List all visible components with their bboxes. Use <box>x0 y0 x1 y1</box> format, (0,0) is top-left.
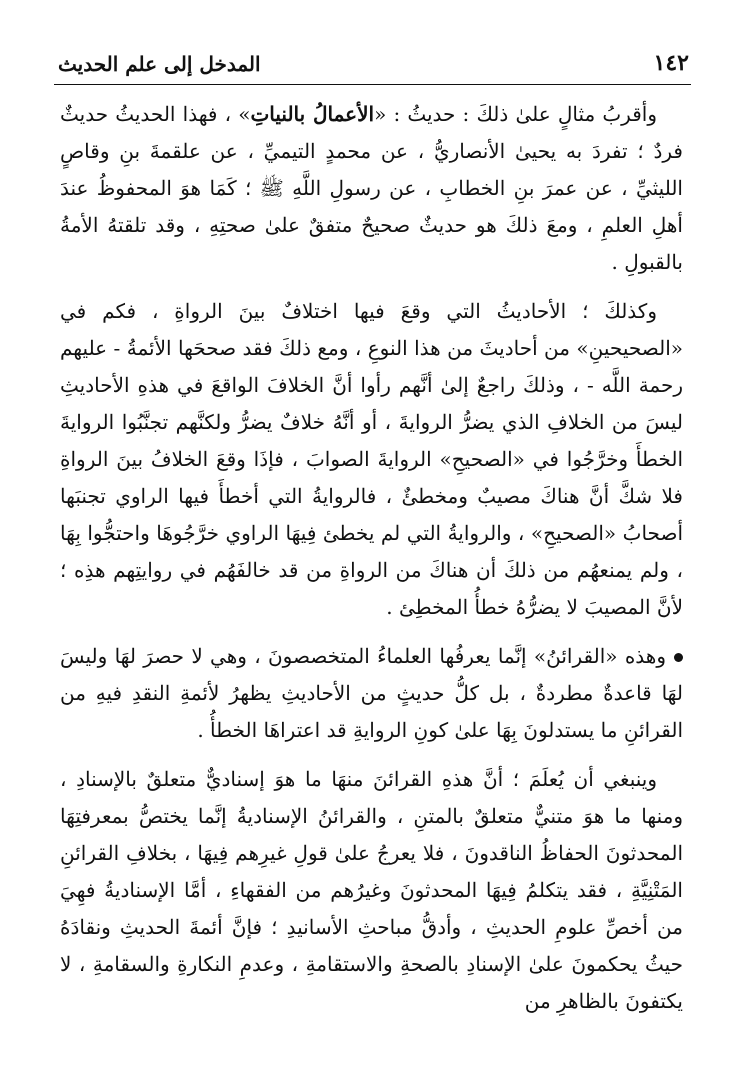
running-title: المدخل إلى علم الحديث <box>58 52 261 76</box>
page-number: ١٤٢ <box>653 50 689 76</box>
paragraph-1-rest: » ، فهذا الحديثُ حديثٌ فردٌ ؛ تفردَ به يحيىٰ الأنصاريُّ ، عن محمدٍ التيميِّ ، عن علقمةَ بنِ وقاصٍ الليثيِّ ، عن عمرَ بنِ الخطابِ ، عن رسولِ اللَّهِ ﷺ ؛ كَمَا هوَ المحفوظُ عندَ أهلِ العلمِ ، ومعَ ذلكَ هو حديثٌ صحيحٌ متفقٌ علىٰ صحتِهِ ، وقد تلقتهُ الأمةُ بالقبولِ . <box>60 102 683 274</box>
paragraph-1-lead: وأقربُ مثالٍ علىٰ ذلكَ : حديثُ : « <box>374 102 657 126</box>
paragraph-3 <box>60 638 683 749</box>
bullet-icon <box>674 653 683 662</box>
page-header <box>58 40 689 76</box>
page-body <box>60 96 683 1032</box>
paragraph-3-text: وهذه «القرائنُ» إنَّما يعرفُها العلماءُ المتخصصونَ ، وهي لا حصرَ لهَا وليسَ لهَا قاعدةٌ مطردةٌ ، بل كلُّ حديثٍ من الأحاديثِ يظهرُ لأئمةِ النقدِ فيهِ من القرائنِ ما يستدلونَ بِهَا علىٰ كونِ الروايةِ قد اعتراهَا الخطأُ . <box>60 644 683 742</box>
paragraph-1 <box>60 96 683 281</box>
hadith-title-emphasis: الأعمالُ بالنياتِ <box>250 102 375 126</box>
paragraph-2: وكذلكَ ؛ الأحاديثُ التي وقعَ فيها اختلافٌ بينَ الرواةِ ، فكم في «الصحيحينِ» من أحاديثَ من هذا النوعِ ، ومع ذلكَ فقد صححَها الأئمةُ - عليهم رحمة اللَّه - ، وذلكَ راجعٌ إلىٰ أنَّهم رأوا أنَّ الخلافَ الواقعَ في هذهِ الأحاديثِ ليسَ من الخلافِ الذي يضرُّ الروايةَ ، أو أنَّهُ خلافٌ يضرُّ ولكنَّهم تجنَّبُوا الروايةَ الخطأَ وخرَّجُوا في «الصحيحِ» الروايةَ الصوابَ ، فإذَا وقعَ الخلافُ بينَ الرواةِ فلا شكَّ أنَّ هناكَ مصيبٌ ومخطئٌ ، فالروايةُ التي أخطأَ فيها الراوي تجنبَها أصحابُ «الصحيحِ» ، والروايةُ التي لم يخطئ فِيهَا الراوي خرَّجُوهَا واحتجُّوا بِهَا ، ولم يمنعهُم من ذلكَ أن هناكَ من الرواةِ من قد خالفَهُم في روايتِهم هذِه ؛ لأنَّ المصيبَ لا يضرُّهُ خطأُ المخطِئ . <box>60 299 683 619</box>
paragraph-4: وينبغي أن يُعلَمَ ؛ أنَّ هذهِ القرائنَ منهَا ما هوَ إسناديٌّ متعلقٌ بالإسنادِ ، ومنها ما هوَ متنيٌّ متعلقٌ بالمتنِ ، والقرائنُ الإسناديةُ إنَّما يختصُّ بمعرفتِهَا المحدثونَ الحفاظُ الناقدونَ ، فلا يعرجُ علىٰ قولِ غيرِهم فِيهَا ، بخلافِ القرائنِ المَتْنِيَّةِ ، فقد يتكلمُ فِيهَا المحدثونَ وغيرُهم من الفقهاءِ ، أمَّا الإسناديةُ فهِيَ من أخصِّ علومِ الحديثِ ، وأدقُّ مباحثِ الأسانيدِ ؛ فإنَّ أئمةَ الحديثِ ونقادَهُ حيثُ يحكمونَ علىٰ الإسنادِ بالصحةِ والاستقامةِ ، وعدمِ النكارةِ والسقامةِ ، لا يكتفونَ بالظاهرِ من <box>60 767 683 1013</box>
header-rule <box>54 84 691 85</box>
